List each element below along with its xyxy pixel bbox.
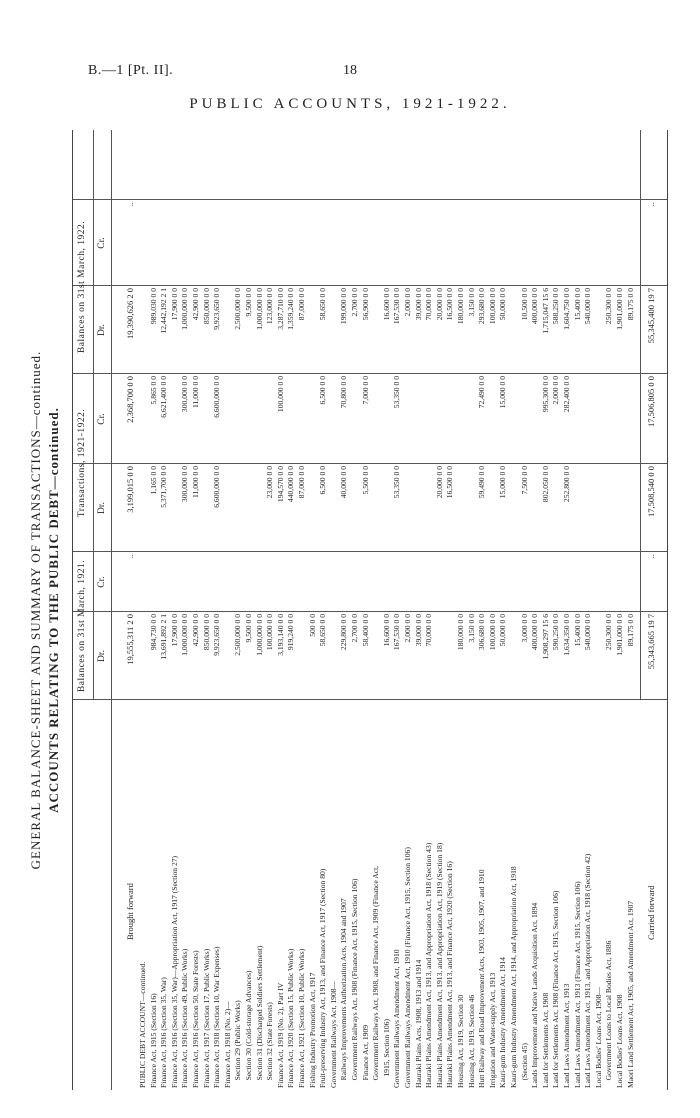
cell: 167,530 0 0 [392,288,402,325]
cell: 850,000 0 0 [201,614,211,651]
cell: 1,000,000 0 0 [254,288,264,330]
cell: 1,901,000 0 0 [615,614,624,656]
table-row [468,130,476,1090]
cell: 2,700 0 0 [350,614,359,643]
cell: 58,650 0 0 [318,288,328,321]
table-row [319,130,327,1090]
cell: 540,000 0 0 [583,288,593,325]
cell: 9,923,650 0 0 [212,614,222,656]
cell: 53,350 0 0 [392,466,402,499]
cell: 2,500,000 0 0 [233,614,243,656]
cell: 58,650 0 0 [318,614,328,647]
cell: 1,604,750 0 0 [562,288,571,330]
cell: 58,400 0 0 [360,614,370,647]
group-header-transactions: Transactions, 1921-1922. [77,408,87,518]
row-description: Land for Settlements Act, 1908 [540,992,550,1088]
cell: 6,621,400 0 0 [159,376,169,418]
cell: .. [125,202,135,207]
row-description: Land Laws Amendment Act, 1913 (Finance Act, 1915, Section 106) [572,881,582,1088]
row-description: Section 29 (Public Works) [233,1000,243,1088]
cell: 11,000 0 0 [191,466,200,498]
cell: 167,530 0 0 [392,614,402,651]
table-row [489,130,497,1090]
table-row [171,130,179,1090]
row-description: Local Bodies' Loans Act, 1908— [593,986,603,1088]
cell: 1,634,350 0 0 [562,614,571,656]
table-row [457,130,465,1090]
cell: 995,300 0 0 [540,376,550,413]
cell: 400,000 0 0 [530,614,540,651]
row-description: Section 31 (Discharged Soldiers Settlement) [254,945,264,1088]
cell: 440,000 0 0 [286,466,296,503]
cell: 802,050 0 0 [540,466,550,503]
cell: 3,199,015 0 0 [125,466,135,513]
row-description: Finance Act, 1916 (Section 35, War) [159,977,169,1088]
table-row [605,130,613,1090]
cell: .. [125,554,135,559]
cell: 11,000 0 0 [191,376,200,408]
cell: 16,600 0 0 [381,614,391,647]
row-description: Local Bodies' Loans Act, 1908 [615,994,624,1088]
page-ref: B.—1 [Pt. II]. [88,63,174,78]
row-description: Kauri-gum Industry Amendment Act, 1914, and Appropriation Act, 1918 [509,866,518,1088]
table-row [595,130,603,1090]
table-row [383,130,391,1090]
table-row [415,130,423,1090]
cell: 100,000 0 0 [275,376,285,413]
table-row [362,130,370,1090]
cell: 87,000 0 0 [297,466,306,499]
table-row [192,130,200,1090]
cell: 123,000 0 0 [265,288,275,325]
row-description: Irrigation and Water-supply Act, 1913 [487,972,497,1088]
cell: 250,300 0 0 [604,614,614,651]
row-description: Land Laws Amendment Act, 1913 [562,983,571,1088]
row-description: Fishing Industry Promotion Act, 1917 [307,972,317,1088]
table-row [213,130,221,1090]
cell: 3,193,140 0 0 [275,614,285,656]
cell: 17,506,805 0 0 [646,376,656,427]
cell: .. [646,554,656,559]
cell: 984,730 0 0 [148,614,158,651]
table-row [139,130,147,1090]
cell: 6,500 0 0 [318,376,328,405]
cell: 53,350 0 0 [392,376,402,409]
table-row [256,130,264,1090]
row-description: Finance Act, 1915 (Section 16) [148,993,158,1088]
cell: 850,000 0 0 [201,288,211,325]
table-row [627,130,635,1090]
cell: 3,000 0 0 [519,614,529,643]
cell: .. [646,202,656,207]
cell: 20,000 0 0 [434,288,444,321]
cell: 252,800 0 0 [562,466,571,503]
cell: 180,000 0 0 [456,288,465,325]
table-row [160,130,168,1090]
cell: 39,000 0 0 [413,614,423,647]
cell: 12,442,192 2 1 [159,288,169,334]
cell: 50,000 0 0 [498,614,508,647]
cell: 15,400 0 0 [572,614,582,647]
table-row [616,130,624,1090]
table-row [446,130,454,1090]
cell: 3,287,710 0 0 [275,288,285,330]
row-description: Government Loans to Local Bodies Act, 1886 [604,940,614,1088]
row-description: Finance Act, 1909 [360,1024,370,1088]
table-row [340,130,348,1090]
cell: 5,500 0 0 [360,466,370,495]
cell: 100,000 0 0 [487,288,497,325]
cell: 42,900 0 0 [191,288,200,321]
page-number: 18 [343,63,357,78]
cell: 15,400 0 0 [572,288,582,321]
table-row [245,130,253,1090]
cell: 16,600 0 0 [381,288,391,321]
row-description: Housing Act, 1919, Section 30 [456,994,465,1088]
cell: 1,165 0 0 [148,466,158,495]
cell: 56,900 0 0 [360,288,370,321]
row-description: Hauraki Plains Amendment Act, 1913, and Appropriation Act, 1918 (Section 43) [424,842,434,1088]
table-row [436,130,444,1090]
row-description: Finance Act, 1918 (No. 2)— [222,1001,232,1088]
cell: 42,900 0 0 [191,614,200,647]
table-row [393,130,401,1090]
table-row [574,130,582,1090]
table-row [181,130,189,1090]
table-row [372,130,380,1090]
cell: 9,500 0 0 [244,614,253,643]
cell: 1,000,000 0 0 [180,614,190,656]
table-row [521,130,529,1090]
document-title: GENERAL BALANCE-SHEET AND SUMMARY OF TRANSACTIONS—continued. [28,350,43,870]
cell: 306,680 0 0 [477,614,487,651]
cell: 9,923,650 0 0 [212,288,222,330]
row-description: 1915, Section 106) [381,1019,391,1088]
cell: 1,359,240 0 0 [286,288,296,330]
cell: 70,800 0 0 [339,376,349,409]
cell: 1,715,047 15 6 [540,288,550,334]
sub-header-cr: Cr. [97,237,107,249]
row-description: Finance Act, 1916 (Section 35, War)—Appropriation Act, 1917 (Section 27) [169,855,179,1088]
cell: 17,900 0 0 [169,288,179,321]
table-row [234,130,242,1090]
row-description: Land Laws Amendment Act, 1913, and Appropriation Act, 1918 (Section 42) [583,853,593,1088]
row-description: Fruit-preserving Industry Act, 1913, and Finance Act, 1917 (Section 80) [318,868,328,1088]
cell: 300,000 0 0 [180,376,190,413]
table-row [584,130,592,1090]
cell: 55,345,400 19 7 [646,288,656,344]
cell: 588,250 0 0 [551,288,561,325]
cell: 89,175 0 0 [625,288,635,321]
cell: 919,240 0 0 [286,614,296,651]
page-title: PUBLIC ACCOUNTS, 1921-1922. [189,96,511,112]
table-row [510,130,518,1090]
table-row [478,130,486,1090]
cell: 1,908,297 15 6 [540,614,550,660]
table-row [499,130,507,1090]
row-description: Finance Act, 1916 (Section 49, Public Works) [180,948,190,1088]
cell: 9,500 0 0 [244,288,253,317]
cell: 1,000,000 0 0 [254,614,264,656]
sub-header-cr: Cr. [97,413,107,425]
cell: 229,800 0 0 [339,614,349,651]
cell: 89,175 0 0 [625,614,635,647]
cell: 2,000 0 0 [551,376,561,405]
cell: 72,490 0 0 [477,376,487,409]
cell: 3,150 0 0 [466,614,476,643]
cell: 1,901,000 0 0 [615,288,624,330]
row-description: Finance Act, 1920 (Section 15, Public Works) [286,948,296,1088]
row-description: Land for Settlements Act, 1908 (Finance Act, 1915, Section 106) [551,890,561,1088]
table-row [277,130,285,1090]
cell: 55,343,665 19 7 [646,614,656,670]
rotated-table-area [26,130,666,1090]
accounts-table [72,130,668,1090]
table-row [563,130,571,1090]
cell: 6,600,000 0 0 [212,466,222,508]
table-row [224,130,232,1090]
cell: 293,680 0 0 [477,288,487,325]
row-description: Kauri-gum Industry Amendment Act, 1914 [498,957,508,1088]
cell: 180,000 0 0 [456,614,465,651]
row-description: Section 30 (Cold-storage Advances) [244,970,253,1088]
cell: 23,000 0 0 [265,466,275,499]
row-description: Finance Act, 1919 (No. 2), Part IV [275,982,285,1088]
cell: 50,000 0 0 [498,288,508,321]
table-row [298,130,306,1090]
cell: 17,508,540 0 0 [646,466,656,517]
row-description: Finance Act, 1918 (Section 10, War Expenses) [212,946,222,1088]
row-description: Hutt Railway and Road Improvement Acts, 1903, 1905, 1907, and 1910 [477,869,487,1088]
cell: 19,555,311 2 0 [125,614,135,665]
cell: 15,000 0 0 [498,466,508,499]
cell: 5,865 0 0 [148,376,158,405]
row-description: Government Railways Act, 1908, and Finance Act, 1909 (Finance Act, [371,865,381,1088]
row-description: Section 32 (State Forests) [265,1002,275,1088]
row-description: PUBLIC DEBT ACCOUNT—continued. [138,961,147,1088]
cell: 5,371,700 0 0 [159,466,169,508]
cell: 59,490 0 0 [477,466,487,499]
cell: 6,600,000 0 0 [212,376,222,418]
cell: 3,150 0 0 [466,288,476,317]
cell: 87,000 0 0 [297,288,306,321]
cell: 540,000 0 0 [583,614,593,651]
carried-forward-label: Carried forward [646,885,656,940]
cell: 989,030 0 0 [148,288,158,325]
cell: 7,000 0 0 [360,376,370,405]
cell: 590,250 0 0 [551,614,561,651]
cell: 2,700 0 0 [350,288,359,317]
row-description: Housing Act, 1919, Section 46 [466,994,476,1088]
table-row [552,130,560,1090]
group-header-balances-1922: Balances on 31st March, 1922. [77,220,87,354]
table-row [330,130,338,1090]
sub-header-dr: Dr. [97,502,107,514]
table-row [287,130,295,1090]
cell: 100,000 0 0 [487,614,497,651]
brought-forward-label: Brought forward [125,883,135,940]
cell: 7,500 0 0 [519,466,529,495]
sub-header-dr: Dr. [97,650,107,662]
cell: 300,000 0 0 [180,466,190,503]
row-description: Hauraki Plains Amendment Act, 1913, and Finance Act, 1920 (Section 16) [445,861,455,1088]
cell: 250,300 0 0 [604,288,614,325]
row-description: Hauraki Plains Acts, 1908, 1913 and 1914 [413,959,423,1088]
sub-header-dr: Dr. [97,324,107,336]
sub-header-cr: Cr. [97,576,107,588]
group-header-balances-1921: Balances on 31st March, 1921. [77,559,87,693]
cell: 100,000 0 0 [265,614,275,651]
row-description: Lands Improvement and Native Lands Acquisition Act, 1894 [530,902,540,1088]
table-row [266,130,274,1090]
cell: 17,900 0 0 [169,614,179,647]
cell: 1,000,000 0 0 [180,288,190,330]
cell: 39,000 0 0 [413,288,423,321]
table-row [404,130,412,1090]
cell: 13,691,892 2 1 [159,614,169,660]
cell: 6,500 0 0 [318,466,328,495]
cell: 10,500 0 0 [519,288,529,321]
cell: 500 0 0 [307,614,317,637]
cell: 70,000 0 0 [424,288,434,321]
cell: 2,368,700 0 0 [125,376,135,423]
row-description: Finance Act, 1917 (Section 17, Public Works) [201,948,211,1088]
cell: 15,000 0 0 [498,376,508,409]
table-row [351,130,359,1090]
cell: 16,500 0 0 [445,466,455,499]
row-description: Government Railways Amendment Act, 1910 (Finance Act, 1915, Section 106) [403,847,412,1088]
cell: 400,000 0 0 [530,288,540,325]
table-row [309,130,317,1090]
cell: 20,000 0 0 [434,466,444,499]
cell: 2,000 0 0 [403,288,412,317]
cell: 2,500,000 0 0 [233,288,243,330]
table-row [542,130,550,1090]
cell: 282,400 0 0 [562,376,571,413]
row-description: Government Railways Amendment Act, 1910 [392,949,402,1088]
document-subtitle: ACCOUNTS RELATING TO THE PUBLIC DEBT—continued. [46,407,61,813]
cell: 2,000 0 0 [403,614,412,643]
cell: 16,500 0 0 [445,288,455,321]
cell: 19,390,626 2 0 [125,288,135,339]
table-row [425,130,433,1090]
row-description: Government Railways Act, 1908— [328,980,338,1088]
row-description: (Section 45) [519,1043,529,1088]
row-description: Railways Improvements Authorization Acts, 1904 and 1907 [339,898,349,1088]
cell: 194,570 0 0 [275,466,285,503]
cell: 199,000 0 0 [339,288,349,325]
cell: 70,000 0 0 [424,614,434,647]
cell: 40,000 0 0 [339,466,349,499]
row-description: Government Railways Act, 1908 (Finance Act, 1915, Section 106) [350,878,359,1088]
row-description: Finance Act, 1921 (Section 10, Public Works) [297,948,306,1088]
table-row [150,130,158,1090]
table-row [203,130,211,1090]
row-description: Finance Act, 1916 (Section 50, State Forests) [191,950,200,1088]
row-description: Maori Land Settlement Act, 1905, and Amendment Act, 1907 [625,900,635,1088]
table-row [531,130,539,1090]
row-description: Hauraki Plains Amendment Act, 1913, and Appropriation Act, 1919 (Section 18) [434,842,444,1088]
